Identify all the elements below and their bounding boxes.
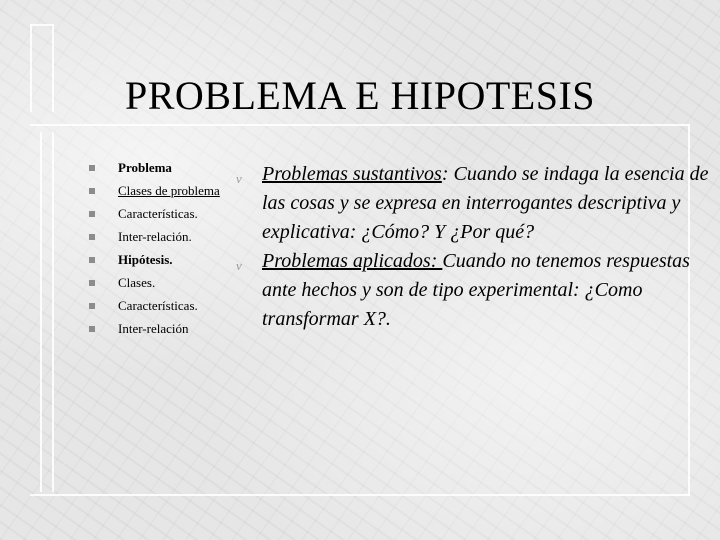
list-item-label: Inter-relación [118,321,189,336]
frame-line-left2 [40,132,42,492]
list-item [86,183,236,199]
definition-text: Cuando no tenemos respuestas ante hechos y son de tipo experimental: ¿Como transformar X?. [262,250,690,330]
frame-line-bottom [30,494,690,496]
square-bullet-icon [89,303,95,309]
list-item [86,252,236,268]
square-bullet-icon [89,280,95,286]
v-bullet-icon: v [236,258,242,273]
definition-paragraph [236,160,710,247]
list-item-label: Clases de problema [118,183,220,198]
list-item-label: Hipótesis. [118,252,173,267]
list-item-label: Clases. [118,275,156,290]
definition-separator: : [441,163,449,185]
topic-list [86,160,236,344]
list-item-label: Inter-relación. [118,229,192,244]
list-item-label: Problema [118,160,172,175]
v-bullet-icon: v [236,171,242,186]
definition-term: Problemas sustantivos [262,163,442,185]
list-item-label: Características. [118,206,198,221]
frame-line-mid [30,124,690,126]
list-item [86,160,236,176]
list-item [86,298,236,314]
frame-line-top [30,24,54,26]
list-item [86,206,236,222]
slide-title: PROBLEMA E HIPOTESIS [124,73,596,118]
square-bullet-icon [89,257,95,263]
square-bullet-icon [89,211,95,217]
list-item [86,321,236,337]
list-item [86,229,236,245]
definition-paragraph [236,247,710,334]
list-item-label: Características. [118,298,198,313]
square-bullet-icon [89,188,95,194]
frame-line-left3 [52,132,54,492]
definition-text: Cuando se indaga la esencia de las cosas y se expresa en interrogantes descriptiva y explicativa: ¿Cómo? Y ¿Por qué? [262,163,709,243]
square-bullet-icon [89,234,95,240]
definition-term: Problemas aplicados: [262,250,443,272]
definitions-block [236,160,710,334]
square-bullet-icon [89,165,95,171]
square-bullet-icon [89,326,95,332]
list-item [86,275,236,291]
